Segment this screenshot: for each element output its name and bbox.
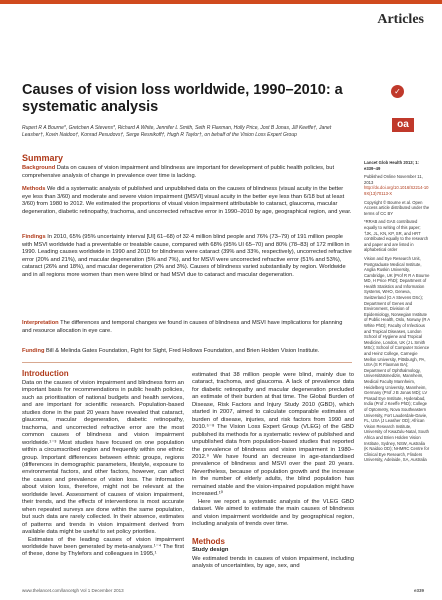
study-design-heading: Study design [192,547,229,553]
intro-paragraph-3: estimated that 38 million people were blind, mainly due to cataract, trachoma, and glaucoma. A lack of prevalence data for diabetic retinopathy and macular degeneration precluded an estimate of their burden at that time. The Global Burden of Disease, Risk Factors and Injury Study 2010 (GBD), which started in 2007, aimed to calculate comparable estimates of burden of disease, injuries, and risk factors from 1990 and 2010.⁵⁻⁸ The Vision Loss Expert Group (VLEG) of the GBD published its methods for a systematic review of published and unpublished data from population-based studies that reported the prevalence of blindness and vision impairment in 1980–2012.⁹ We have found an decrease in age-standardised prevalence of blindness and MSVI over the past 20 years. Nevertheless, because of population growth and the increase in the number of elderly adults, the blind population has remained stable and the vision-impaired population might have increased.¹⁰ [192,372,354,498]
methods-heading: Methods [192,537,225,546]
copyright-note: Copyright © Bourne et al. Open Access article distributed under the terms of CC BY [364,199,430,216]
background-label: Background [22,165,56,171]
section-label: Articles [377,12,424,27]
intro-paragraph-4: Here we report a systematic analysis of the VLEG GBD dataset. We aimed to estimate the main causes of blindness and vision impairment worldwide and by geographical region, including analysis of trends over time. [192,498,354,528]
journal-url[interactable]: www.thelancet.com/lancetgh [22,588,80,593]
introduction-left-column [22,380,184,559]
background-text: Data on causes of vision impairment and blindness are important for development of public health policies, but comprehensive analysis of change in prevalence over time is lacking. [22,165,335,179]
crossmark-icon[interactable]: ✓ [391,85,404,98]
journal-citation: Lancet Glob Health 2013; 1: e339–49 [364,160,419,171]
summary-funding [22,348,352,356]
introduction-heading: Introduction [22,369,69,378]
affiliations: Vision and Eye Research Unit, Postgraduate Medical Institute, Anglia Ruskin University, Cambridge, UK (Prof R R A Bourne MD, H Price PhD); Department of Health Statistics and Information Systems, WHO, Geneva, Switzerland (G A Stevens DSc); Department of Genes and Environment, Division of Epidemiology, Norwegian Institute of Public Health, Oslo, Norway (R A White PhD); Faculty of Infectious and Tropical Diseases, London School of Hygiene and Tropical Medicine, London, UK (J L Smith MSc); School of Computer Science and Heinz College, Carnegie Mellon University, Pittsburgh, PA, USA (S R Flaxman BA); Department of Ophthalmology, Universitätsmedizin, Mannheim, Medical Faculty Mannheim, Heidelberg University, Mannheim, Germany (Prof J B Jonas MD); LV Prasad Eye Institute, Hyderabad, India (Prof J Keeffe PhD); College of Optometry, Nova Southeastern University, Fort Lauderdale-Davie, FL, USA (J Leasher OD); African Vision Research Institute, University of KwaZulu-Natal, South Africa and Brien Holden Vision Institute, Sydney, NSW, Australia (K Naidoo OD); NHMRC Centre for Clinical Eye Research, Flinders University, Adelaide, SA, Australia [364,255,430,463]
interpretation-label: Interpretation [22,320,59,326]
findings-label: Findings [22,234,46,240]
methods-text: We estimated trends in causes of vision impairment, including analysis of uncertainties, by age, sex, and [192,556,354,570]
methods-label: Methods [22,186,46,192]
summary-heading: Summary [22,153,64,163]
findings-text: In 2010, 65% (95% uncertainty interval [UI] 61–68) of 32·4 million blind people and 76% (73–79) of 191 million people with MSVI worldwide had a preventable or treatable cause, compared with 68% (95% UI 65–70) and 80% (78–83) of 172 million in 1990. Leading causes worldwide in 1990 and 2010 for blindness were cataract (39% and 33%, respectively), uncorrected refractive error (20% and 21%), and macular degeneration (5% and 7%), and for MSVI were uncorrected refractive error (51% and 53%), cataract (26% and 18%), and macular degeneration (2% and 3%). Causes of blindness varied substantially by region. Worldwide and in all regions more women than men were blind or had MSVI due to cataract and macular degeneration. [22,234,352,278]
sidebar-meta [364,160,430,576]
summary-background [22,165,352,180]
published-online: Published Online November 11, 2013 [364,174,423,185]
article-title: Causes of vision loss worldwide, 1990–2010: a systematic analysis [22,82,343,115]
volume-info: Vol 1 December 2013 [80,588,124,593]
summary-interpretation [22,320,352,335]
interpretation-text: The differences and temporal changes we found in causes of blindness and MSVI have implications for planning and resource allocation in eye care. [22,320,343,334]
page-number: e339 [413,588,424,593]
header-accent-bar [0,0,442,4]
open-access-icon: oa [392,118,414,132]
methods-text: We did a systematic analysis of published and unpublished data on the causes of blindness (visual acuity in the better eye less than 3/60) and moderate and severe vision impairment ([MSVI] visual acuity in the better eye less than 6/18 but at least 3/60) from 1980 to 2012. We estimated the proportions of visual vision impairment attributable to cataract, glaucoma, macular degeneration, diabetic retinopathy, trachoma, and uncorrected refractive error in 1990–2010 by age, geographical region, and year. [22,186,352,215]
summary-methods [22,186,352,216]
intro-paragraph-1: Data on the causes of vision impairment and blindness form an important basis for recommendations in public health policies, such as prioritisation of national budgets and health services, and are important for scientific research. Population-based studies done in the past 20 years have revealed that cataract, glaucoma, macular degeneration, diabetic retinopathy, trachoma, and uncorrected refractive error are the most common causes of blindness and vision impairment worldwide.¹⁻³ Most studies have focused on one population within a circumscribed region and frequently within one ethnic group. Important differences between ethnic groups, regions (differences in demographic parameters, lifestyle, exposure to environmental factors, and other factors, however, can affect the causes and prevalence of vision loss. The information about vision loss, therefore, might not be relevant at the worldwide level. Assessment of causes of vision impairment, their trends, and the effects of interventions is most accurate when repeated surveys are done within the same population, but such data are rarely collected. In their absence, estimates of patterns and trends in vision impairment derived from available data might be useful to set policy priorities. [22,380,184,536]
funding-text: Bill & Melinda Gates Foundation, Fight for Sight, Fred Hollows Foundation, and Brien Holden Vision Institute. [46,348,320,354]
author-list: Rupert R A Bourne*, Gretchen A Stevens*, Richard A White, Jennifer L Smith, Seth R Flaxman, Holly Price, Jost B Jonas, Jill Keeffe†, Janet Leasher†, Kovin Naidoo†, Konrad Pesudovs†, Serge Resnikoff†, Hugh R Taylor†, on behalf of the Vision Loss Expert Group [22,125,332,138]
author-notes: *RRAB and GAS contributed equally to writing of this paper; †JK, JL, KN, KP, SR, and HRT contributed equally to the research and paper and are listed in alphabetical order [364,219,429,253]
funding-label: Funding [22,348,45,354]
doi-link[interactable]: http://dx.doi.org/10.1016/S2214-109X(13)70113-X [364,185,429,196]
introduction-right-column [192,372,354,529]
summary-findings [22,234,352,280]
footer-url[interactable] [22,588,124,593]
intro-paragraph-2: Estimates of the leading causes of vision impairment worldwide have been generated by meta-analyses.¹⁻⁴ The first of these, done by Thylefors and colleagues in 1995,¹ [22,536,184,558]
summary-divider [22,362,352,363]
